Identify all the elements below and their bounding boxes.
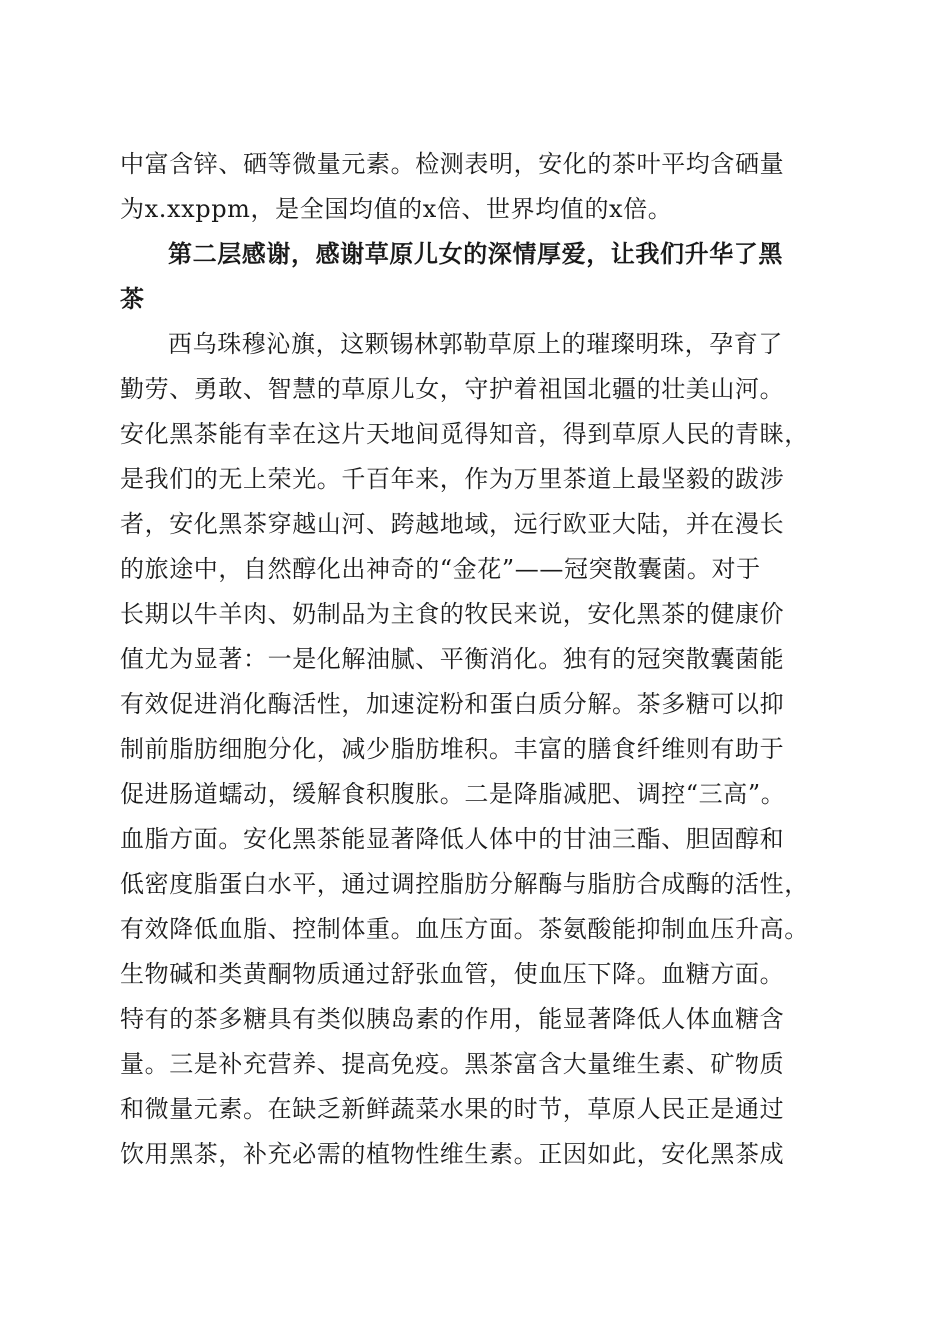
text-line: 低密度脂蛋白水平，通过调控脂肪分解酶与脂肪合成酶的活性， bbox=[120, 870, 809, 898]
text-line: 安化黑茶能有幸在这片天地间觅得知音，得到草原人民的青睐， bbox=[120, 420, 809, 448]
text-line: 制前脂肪细胞分化，减少脂肪堆积。丰富的膳食纤维则有助于 bbox=[120, 735, 785, 763]
text-line: 长期以牛羊肉、奶制品为主食的牧民来说，安化黑茶的健康价 bbox=[120, 600, 785, 628]
text-line: 值尤为显著：一是化解油腻、平衡消化。独有的冠突散囊菌能 bbox=[120, 645, 785, 673]
paragraph-first-line: 西乌珠穆沁旗，这颗锡林郭勒草原上的璀璨明珠，孕育了 bbox=[168, 330, 783, 358]
text-line: 促进肠道蠕动，缓解食积腹胀。二是降脂减肥、调控“三高”。 bbox=[120, 780, 786, 808]
text-line: 和微量元素。在缺乏新鲜蔬菜水果的时节，草原人民正是通过 bbox=[120, 1095, 785, 1123]
text-line: 生物碱和类黄酮物质通过舒张血管，使血压下降。血糖方面。 bbox=[120, 960, 785, 988]
text-line: 中富含锌、硒等微量元素。检测表明，安化的茶叶平均含硒量 bbox=[120, 150, 785, 178]
text-line: 血脂方面。安化黑茶能显著降低人体中的甘油三酯、胆固醇和 bbox=[120, 825, 785, 853]
section-heading-continued: 茶 bbox=[120, 284, 145, 313]
section-heading: 第二层感谢，感谢草原儿女的深情厚爱，让我们升华了黑 bbox=[168, 239, 783, 268]
text-line: 有效降低血脂、控制体重。血压方面。茶氨酸能抑制血压升高。 bbox=[120, 915, 809, 943]
text-line: 的旅途中，自然醇化出神奇的“金花”——冠突散囊菌。对于 bbox=[120, 555, 761, 583]
text-line: 饮用黑茶，补充必需的植物性维生素。正因如此，安化黑茶成 bbox=[120, 1140, 785, 1168]
text-line: 为x.xxppm，是全国均值的x倍、世界均值的x倍。 bbox=[120, 195, 673, 223]
text-line: 特有的茶多糖具有类似胰岛素的作用，能显著降低人体血糖含 bbox=[120, 1005, 785, 1033]
text-line: 有效促进消化酶活性，加速淀粉和蛋白质分解。茶多糖可以抑 bbox=[120, 690, 785, 718]
text-line: 勤劳、勇敢、智慧的草原儿女，守护着祖国北疆的壮美山河。 bbox=[120, 375, 785, 403]
text-line: 者，安化黑茶穿越山河、跨越地域，远行欧亚大陆，并在漫长 bbox=[120, 510, 785, 538]
text-line: 量。三是补充营养、提高免疫。黑茶富含大量维生素、矿物质 bbox=[120, 1050, 785, 1078]
text-line: 是我们的无上荣光。千百年来，作为万里茶道上最坚毅的跋涉 bbox=[120, 465, 785, 493]
